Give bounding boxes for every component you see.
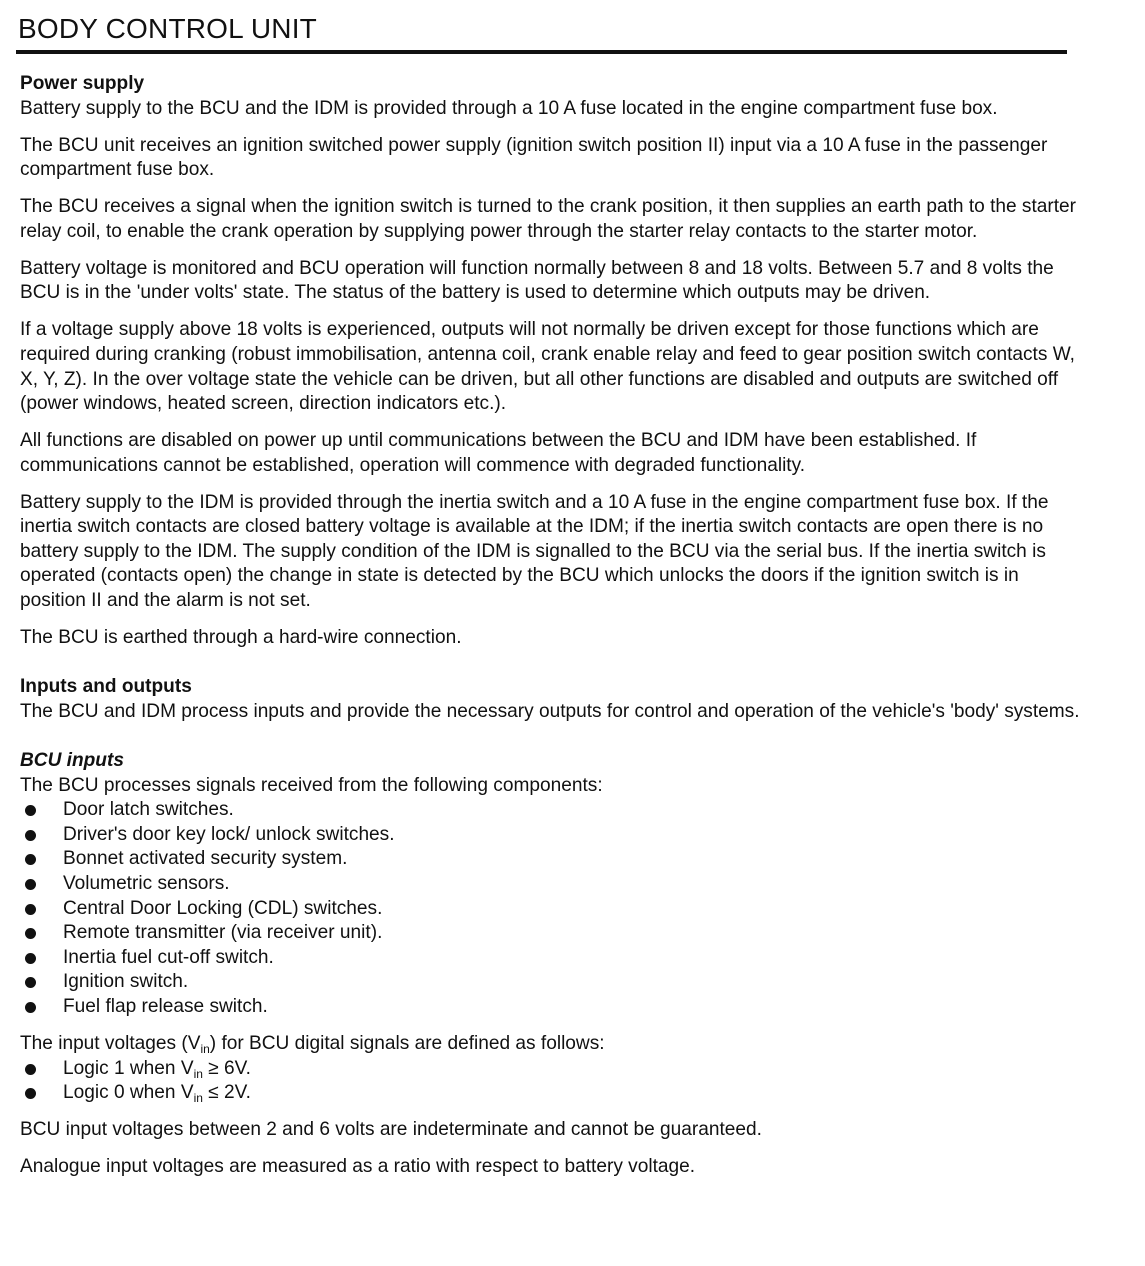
- list-item-text: Remote transmitter (via receiver unit).: [63, 922, 383, 944]
- indeterminate-voltage-paragraph: BCU input voltages between 2 and 6 volts are indeterminate and cannot be guaranteed.: [20, 1119, 762, 1141]
- subscript-in: in: [200, 1041, 210, 1056]
- list-item: [20, 946, 1080, 971]
- list-item: [20, 847, 1080, 872]
- power-supply-paragraph-6: All functions are disabled on power up until communications between the BCU and IDM have been established. If communications cannot be established, operation will commence with degraded functionality.: [20, 430, 977, 476]
- section-spacer: [20, 724, 1080, 749]
- bcu-inputs-list: [20, 798, 1080, 1019]
- logic-text: ≥ 6V.: [202, 1057, 251, 1079]
- list-item: [20, 823, 1080, 848]
- bullet-icon: [25, 904, 36, 915]
- list-item-text: Driver's door key lock/ unlock switches.: [63, 823, 395, 845]
- inputs-outputs-section: [20, 675, 1080, 724]
- subscript-in: in: [193, 1091, 203, 1106]
- power-supply-paragraph-5: If a voltage supply above 18 volts is experienced, outputs will not normally be driven except for those functions which are required during cranking (robust immobilisation, antenna coil, crank enable relay and feed to gear position switch contacts W, X, Y, Z). In the over voltage state the vehicle can be driven, but all other functions are disabled and outputs are switched off (power windows, heated screen, direction indicators etc.).: [20, 319, 1075, 415]
- list-item-text: Inertia fuel cut-off switch.: [63, 946, 274, 968]
- list-item: [20, 970, 1080, 995]
- list-item-text: Fuel flap release switch.: [63, 995, 268, 1017]
- list-item: [20, 897, 1080, 922]
- bullet-icon: [25, 928, 36, 939]
- logic-text: Logic 1 when V: [63, 1057, 194, 1079]
- list-item: [20, 921, 1080, 946]
- bcu-inputs-section: [20, 749, 1080, 1180]
- list-item-text: Central Door Locking (CDL) switches.: [63, 897, 383, 919]
- power-supply-heading: Power supply: [20, 73, 145, 94]
- bullet-icon: [25, 879, 36, 890]
- list-item-text: Bonnet activated security system.: [63, 848, 348, 870]
- subscript-in: in: [193, 1066, 203, 1081]
- power-supply-paragraph-4: Battery voltage is monitored and BCU operation will function normally between 8 and 18 volts. Between 5.7 and 8 volts the BCU is in the 'under volts' state. The status of the battery is used to determine which outputs may be driven.: [20, 257, 1054, 304]
- logic-level-list: [20, 1057, 1080, 1106]
- bullet-icon: [25, 977, 36, 988]
- list-item-text: Volumetric sensors.: [63, 872, 230, 894]
- document-body: [20, 72, 1080, 1192]
- list-item-text: Ignition switch.: [63, 971, 189, 993]
- input-voltage-intro: [20, 1032, 1080, 1057]
- bullet-icon: [25, 1002, 36, 1013]
- list-item: [20, 872, 1080, 897]
- inputs-outputs-paragraph: The BCU and IDM process inputs and provide the necessary outputs for control and operation of the vehicle's 'body' systems.: [20, 700, 1080, 722]
- power-supply-section: [20, 72, 1080, 651]
- list-item: [20, 1081, 1080, 1106]
- page-title: BODY CONTROL UNIT: [18, 13, 317, 44]
- bullet-icon: [25, 1064, 36, 1075]
- bullet-icon: [25, 1088, 36, 1099]
- bullet-icon: [25, 854, 36, 865]
- logic-text: Logic 0 when V: [63, 1082, 194, 1104]
- bcu-inputs-heading: BCU inputs: [20, 749, 124, 771]
- power-supply-paragraph-1: Battery supply to the BCU and the IDM is provided through a 10 A fuse located in the engine compartment fuse box.: [20, 97, 998, 119]
- logic-text: ≤ 2V.: [202, 1082, 251, 1104]
- list-item: [20, 1057, 1080, 1082]
- input-voltage-intro-text: ) for BCU digital signals are defined as follows:: [209, 1032, 605, 1054]
- bullet-icon: [25, 830, 36, 841]
- list-item-text: Door latch switches.: [63, 799, 234, 821]
- bullet-icon: [25, 805, 36, 816]
- bullet-icon: [25, 953, 36, 964]
- bcu-inputs-intro: The BCU processes signals received from the following components:: [20, 774, 603, 796]
- power-supply-paragraph-8: The BCU is earthed through a hard-wire connection.: [20, 627, 462, 649]
- list-item: [20, 798, 1080, 823]
- list-item: [20, 995, 1080, 1020]
- power-supply-paragraph-3: The BCU receives a signal when the ignition switch is turned to the crank position, it then supplies an earth path to the starter relay coil, to enable the crank operation by supplying power through the starter relay contacts to the starter motor.: [20, 196, 1077, 242]
- inputs-outputs-heading: Inputs and outputs: [20, 676, 192, 698]
- title-rule: [16, 50, 1067, 54]
- power-supply-paragraph-2: The BCU unit receives an ignition switched power supply (ignition switch position II) input via a 10 A fuse in the passenger compartment fuse box.: [20, 134, 1048, 181]
- analogue-input-paragraph: Analogue input voltages are measured as a ratio with respect to battery voltage.: [20, 1156, 696, 1178]
- power-supply-paragraph-7: Battery supply to the IDM is provided through the inertia switch and a 10 A fuse in the engine compartment fuse box. If the inertia switch contacts are closed battery voltage is available at the IDM; if the inertia switch contacts are open there is no battery supply to the IDM. The supply condition of the IDM is signalled to the BCU via the serial bus. If the inertia switch is operated (contacts open) the change in state is detected by the BCU which unlocks the doors if the ignition switch is in position II and the alarm is not set.: [20, 491, 1049, 612]
- section-spacer: [20, 651, 1080, 676]
- input-voltage-intro-text: The input voltages (V: [20, 1032, 201, 1054]
